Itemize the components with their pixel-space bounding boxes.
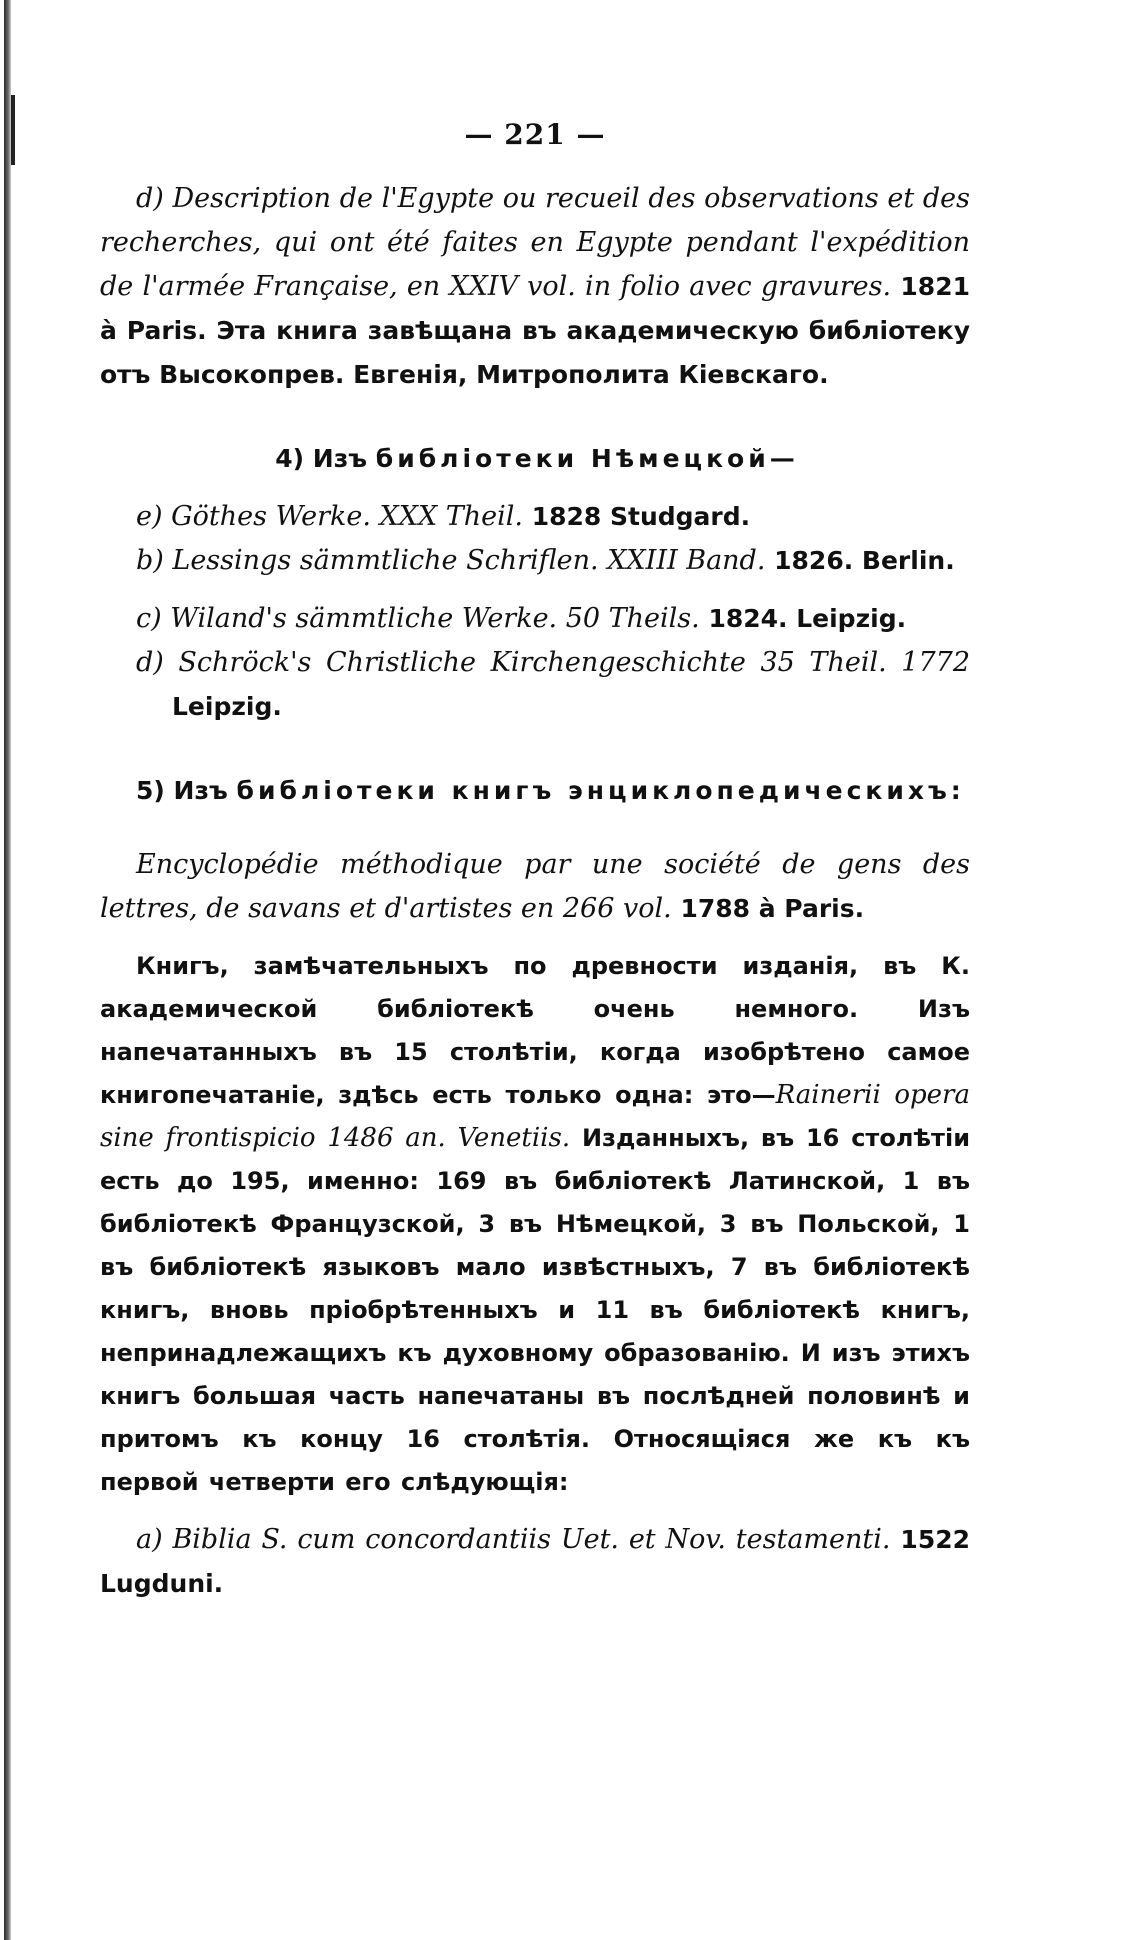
entry-note: 1821 à Paris. Эта книга завѣщана въ академическую библіотеку отъ Высокопрев. Евгенія, Митрополита Кіевскаго. bbox=[100, 272, 970, 389]
section-title-b: библіотеки книгъ энциклопедическихъ: bbox=[236, 776, 965, 805]
page-binding-edge bbox=[4, 0, 11, 1940]
list-item-gothe bbox=[100, 495, 970, 539]
list-item-italic: d) Schröck's Christliche Kirchengeschichte 35 Theil. 1772 bbox=[136, 647, 970, 678]
list-item-plain: 1826. Berlin. bbox=[765, 546, 955, 575]
section-title-b: библіотеки Нѣмецкой bbox=[375, 444, 770, 473]
body-text-part2: Изданныхъ, въ 16 столѣтіи есть до 195, именно: 169 въ библіотекѣ Латинской, 1 въ библіотекѣ Французской, 3 въ Нѣмецкой, 3 въ Польской, 1 въ библіотекѣ языковъ мало извѣстныхъ, 7 въ библіотекѣ книгъ, вновь пріобрѣтенныхъ и 11 въ библіотекѣ книгъ, непринадлежащихъ къ духовному образованію. И изъ этихъ книгъ большая часть напечатаны въ послѣдней половинѣ и притомъ къ концу 16 столѣтія. Относящіяся же къ къ первой четверти его слѣдующія: bbox=[100, 1124, 971, 1496]
binding-mark bbox=[11, 95, 15, 165]
list-item-italic: c) Wiland's sämmtliche Werke. 50 Theils. bbox=[136, 603, 700, 634]
list-item-italic: b) Lessings sämmtliche Schriflen. XXIII Band. bbox=[136, 545, 766, 576]
section-dash: — bbox=[769, 444, 795, 473]
body-paragraph bbox=[100, 945, 970, 1504]
page-content bbox=[100, 118, 970, 1606]
list-item-italic: e) Göthes Werke. XXX Theil. bbox=[136, 501, 523, 532]
entry-note: 1522 Lugduni. bbox=[100, 1525, 970, 1598]
entry-italic-title: d) Description de l'Egypte ou recueil des observations et des recherches, qui ont été faites en Egypte pendant l'expédition de l'armée Française, en XXIV vol. in folio avec gravures. bbox=[100, 183, 970, 302]
entry-description-egypte bbox=[100, 177, 970, 397]
entry-italic-title: a) Biblia S. cum concordantiis Uet. et Nov. testamenti. bbox=[136, 1524, 891, 1555]
entry-note: 1788 à Paris. bbox=[671, 894, 865, 923]
list-item-schrock bbox=[100, 641, 970, 729]
section-title-a: Изъ bbox=[173, 776, 228, 805]
body-italic-citation: Rainerii opera sine frontispicio 1486 an. Venetiis. bbox=[100, 1080, 970, 1153]
list-item-wieland bbox=[100, 597, 970, 641]
list-item-plain: Leipzig. bbox=[172, 692, 282, 721]
list-item-plain: 1828 Studgard. bbox=[523, 502, 751, 531]
section-number: 4) bbox=[275, 444, 305, 473]
entry-italic-title: Encyclopédie méthodique par une société de gens des lettres, de savans et d'artistes en 266 vol. bbox=[100, 849, 970, 924]
entry-biblia bbox=[100, 1518, 970, 1606]
list-item-lessing bbox=[100, 539, 970, 583]
page-number: — 221 — bbox=[464, 118, 606, 151]
body-text-part1: Книгъ, замѣчательныхъ по древности изданія, въ К. академической библіотекѣ очень немного. Изъ напечатанныхъ въ 15 столѣтіи, когда изобрѣтено самое книгопечатаніе, здѣсь есть только одна: это— bbox=[100, 952, 970, 1109]
list-item-plain: 1824. Leipzig. bbox=[699, 604, 907, 633]
section-title-a: Изъ bbox=[312, 444, 368, 473]
entry-encyclopedie bbox=[100, 843, 970, 931]
section-heading-4 bbox=[100, 437, 970, 481]
section-number: 5) bbox=[136, 776, 165, 805]
section-heading-5 bbox=[100, 769, 970, 813]
